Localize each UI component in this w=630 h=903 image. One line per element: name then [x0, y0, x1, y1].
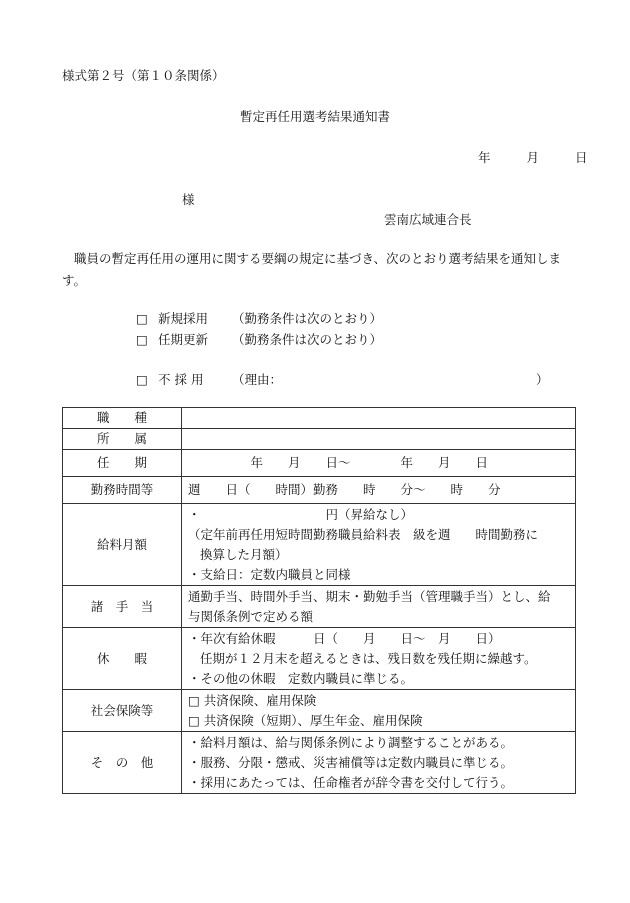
- option-note: （勤務条件は次のとおり）: [232, 311, 383, 326]
- row-value: [182, 408, 576, 429]
- row-header: 職 種: [63, 408, 182, 429]
- row-header: 休 暇: [63, 628, 182, 690]
- form-number: 様式第２号（第１０条関係）: [62, 68, 225, 83]
- row-value: 週 日（ 時間）勤務 時 分～ 時 分: [182, 477, 576, 504]
- row-header: 勤務時間等: [63, 477, 182, 504]
- row-value: □ 共済保険、雇用保険 □ 共済保険（短期）、厚生年金、雇用保険: [182, 690, 576, 732]
- addressee-suffix: 様: [182, 192, 195, 207]
- row-value: 通勤手当、時間外手当、期末・勤勉手当（管理職手当）とし、給 与関係条例で定める額: [182, 586, 576, 628]
- sender-name: 雲南広域連合長: [384, 212, 472, 227]
- checkbox-icon: □: [136, 332, 148, 347]
- option-label: 新規採用: [158, 311, 209, 326]
- option-label: 不 採 用: [158, 372, 204, 387]
- reason-close-paren: ）: [536, 372, 549, 387]
- row-header: 給料月額: [63, 504, 182, 586]
- table-row: [63, 477, 576, 504]
- option-label: 任期更新: [158, 332, 209, 347]
- option-rejected: [136, 370, 549, 388]
- table-row: [63, 586, 576, 628]
- table-row: [63, 429, 576, 450]
- checkbox-icon: □: [136, 372, 148, 387]
- table-row: [63, 690, 576, 732]
- row-value: ・給料月額は、給与関係条例により調整することがある。 ・服務、分限・懲戒、災害補償等は定数内職員に準じる。 ・採用にあたっては、任命権者が辞令書を交付して行う。: [182, 732, 576, 794]
- option-renewal: [136, 330, 382, 348]
- date-year: 年: [478, 150, 491, 165]
- body-text: 職員の暫定再任用の運用に関する要綱の規定に基づき、次のとおり選考結果を通知します。: [62, 251, 562, 288]
- row-value: ・年次有給休暇 日（ 月 日～ 月 日） 任期が１２月末を超えるときは、残日数を残任期に繰越す。 ・その他の休暇 定数内職員に準じる。: [182, 628, 576, 690]
- table-row: [63, 628, 576, 690]
- row-header: 任 期: [63, 450, 182, 477]
- row-header: 社会保険等: [63, 690, 182, 732]
- row-value: 年 月 日～ 年 月 日: [182, 450, 576, 477]
- table-row: [63, 732, 576, 794]
- date-line: [478, 148, 587, 166]
- row-value: ・ 円（昇給なし） （定年前再任用短時間勤務職員給料表 級を週 時間勤務に 換算した月額） ・支給日：定数内職員と同様: [182, 504, 576, 586]
- date-month: 月: [526, 150, 539, 165]
- option-note: （理由：: [232, 372, 283, 387]
- option-note: （勤務条件は次のとおり）: [232, 332, 383, 347]
- row-header: 所 属: [63, 429, 182, 450]
- option-new-hire: [136, 309, 382, 327]
- table-row: [63, 408, 576, 429]
- checkbox-icon: □: [136, 311, 148, 326]
- terms-table: [62, 407, 576, 794]
- document-title: 暫定再任用選考結果通知書: [239, 109, 390, 124]
- row-header: 諸 手 当: [63, 586, 182, 628]
- table-row: [63, 504, 576, 586]
- row-header: そ の 他: [63, 732, 182, 794]
- date-day: 日: [574, 150, 588, 165]
- table-row: [63, 450, 576, 477]
- row-value: [182, 429, 576, 450]
